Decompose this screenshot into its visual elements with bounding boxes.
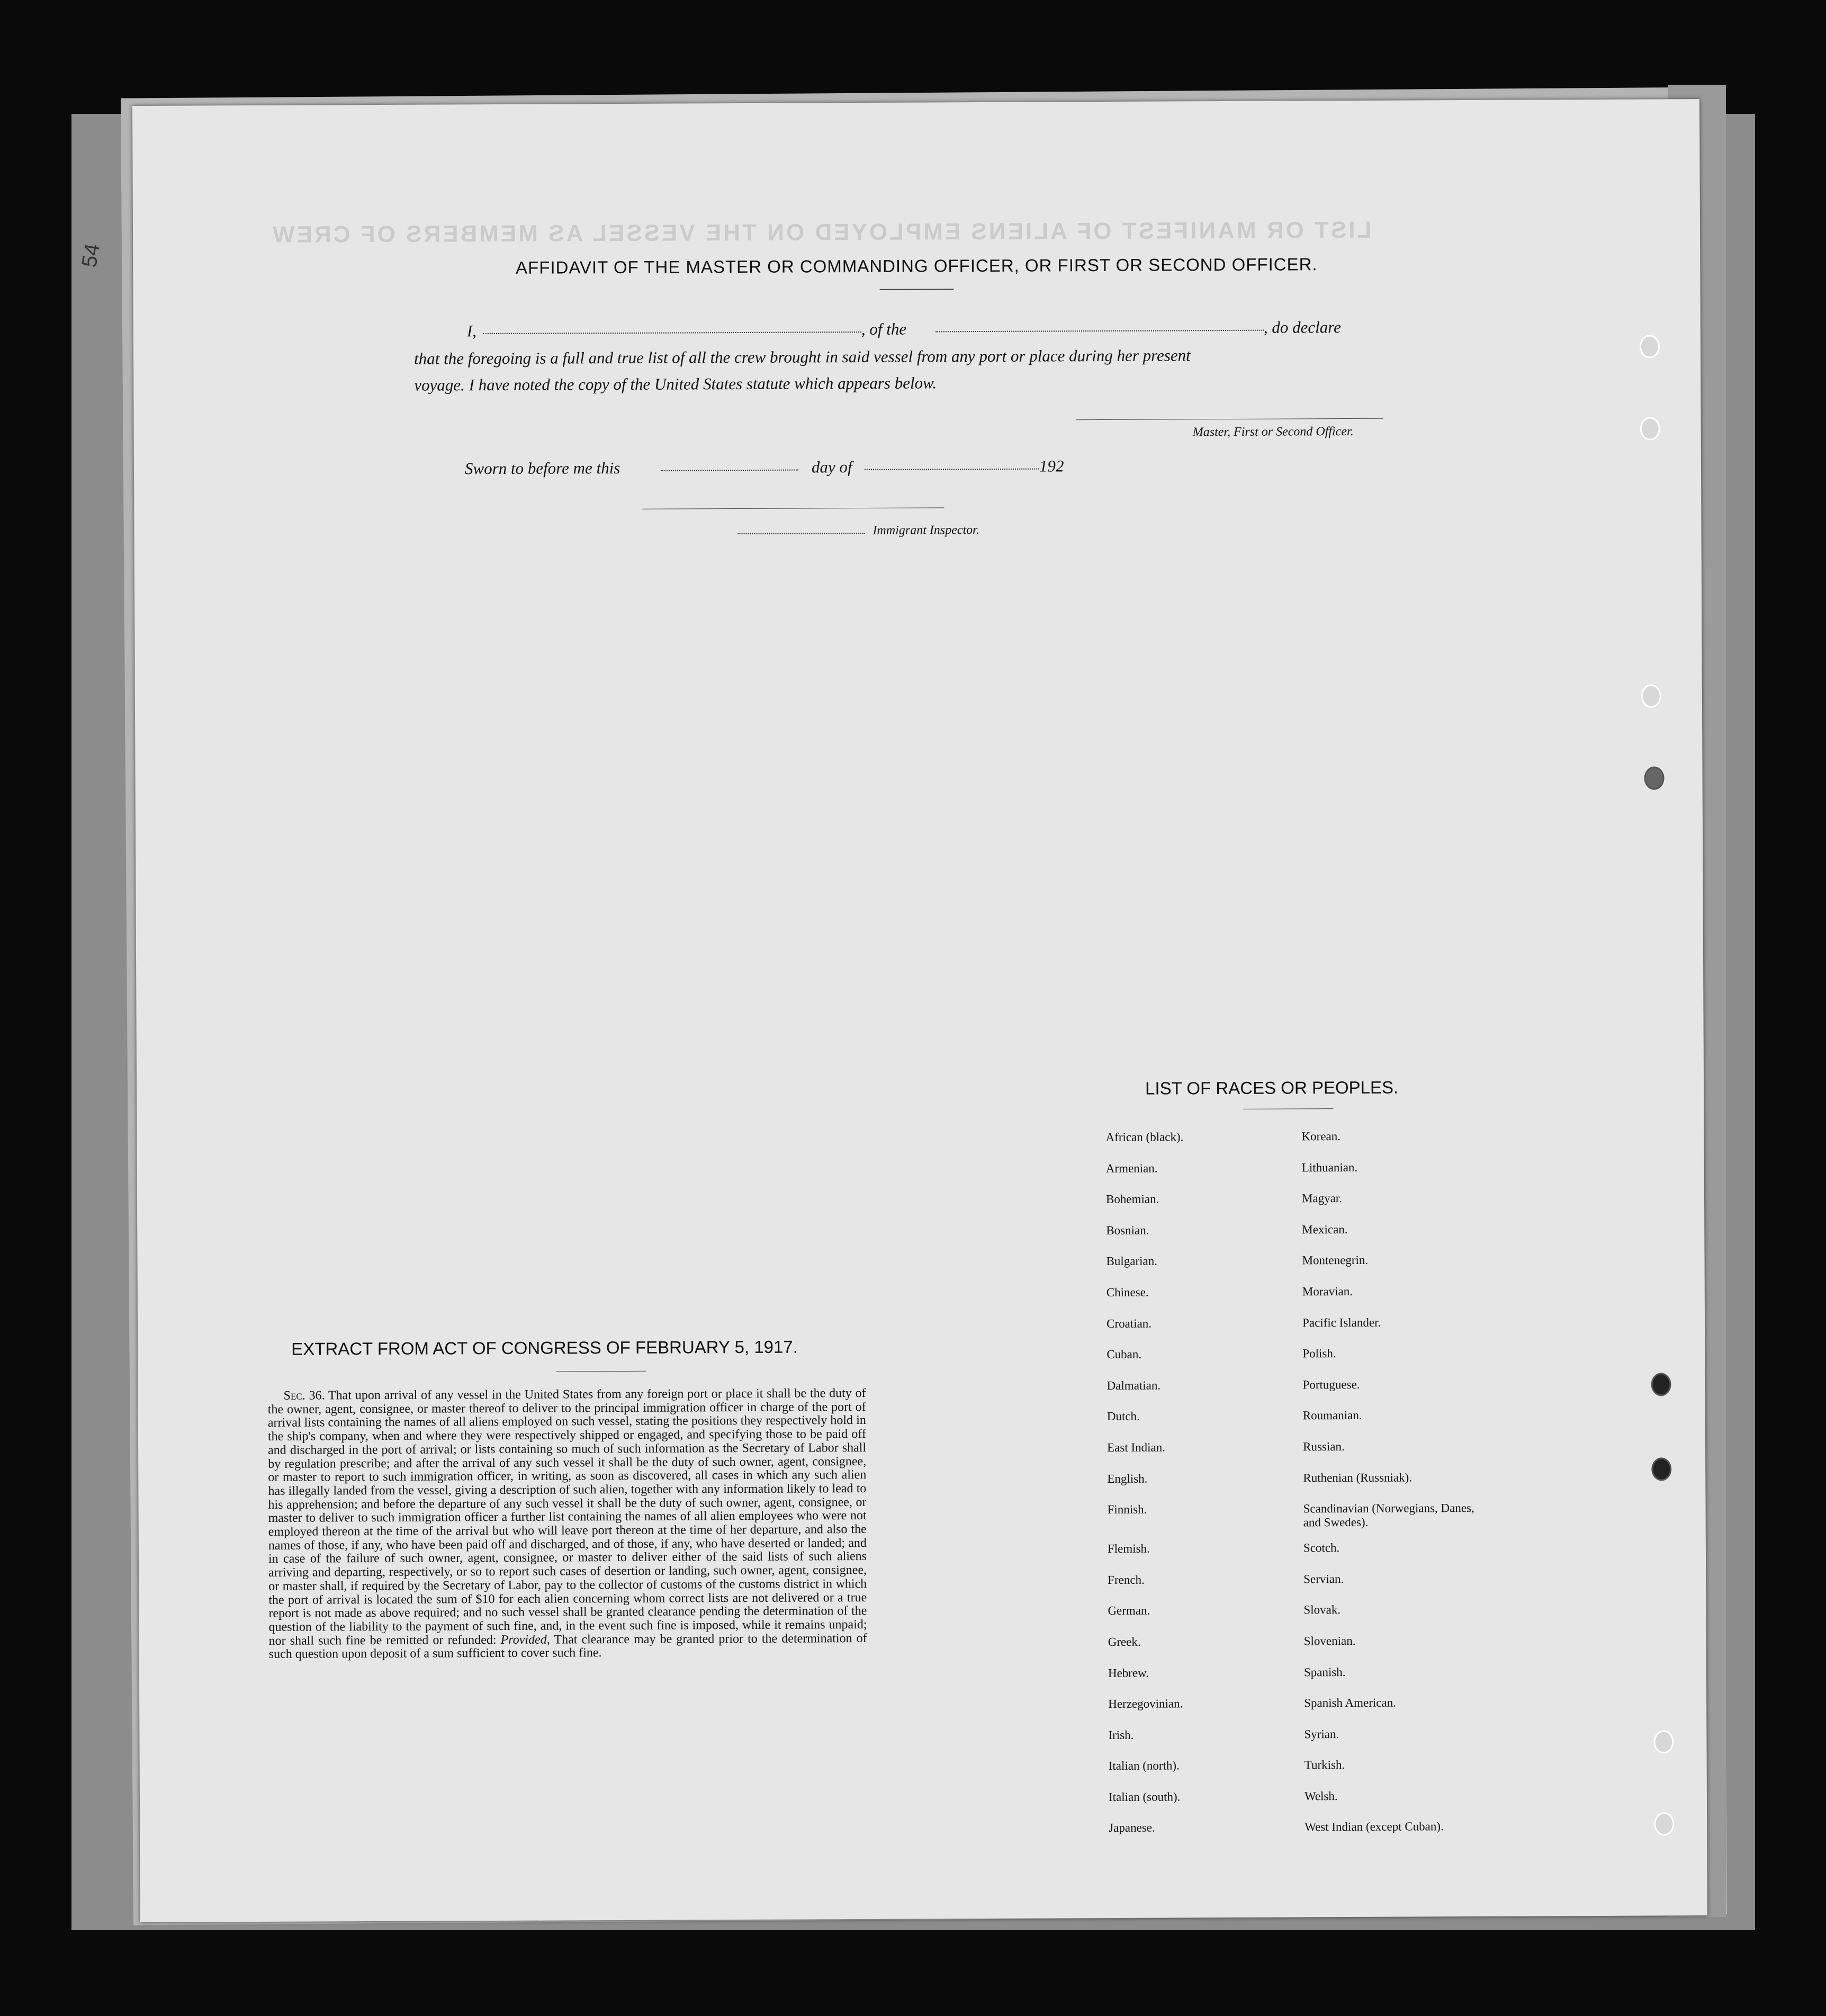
- race-item: Slovak.: [1303, 1603, 1341, 1617]
- race-item: Slovenian.: [1303, 1634, 1356, 1648]
- statute-body-end: That clearance may be granted prior to the determination of such question upon deposit of a sum sufficient to cover such fine.: [268, 1631, 867, 1662]
- punch-hole: [1640, 417, 1660, 440]
- day-of-label: day of: [811, 458, 852, 477]
- race-item: Portuguese.: [1302, 1377, 1360, 1392]
- sworn-prefix: Sworn to before me this: [464, 458, 620, 478]
- i-label: I,: [466, 321, 477, 341]
- race-item: Ruthenian (Russniak).: [1303, 1471, 1413, 1484]
- punch-hole: [1654, 1812, 1674, 1835]
- race-item: Spanish American.: [1304, 1696, 1396, 1710]
- race-item: Italian (north).: [1108, 1759, 1180, 1773]
- race-item: Roumanian.: [1302, 1409, 1362, 1422]
- race-item: Scotch.: [1303, 1541, 1340, 1555]
- statute-body: That upon arrival of any vessel in the United States from any foreign port or place it shall be the duty of the owner, agent, consignee, or master thereof to deliver to the principal immigration officer in charge of the port of arrival lists containing the names of all aliens employed on such vessel, stating the positions they respectively hold in the ship's company, when and where they were respectively shipped or engaged, and specifying those to be paid off and discharged in the port of arrival; or lists containing so much of such information as the Secretary of Labor shall by regulation prescribe; and after the arrival of any such vessel it shall be the duty of such owner, agent, consignee, or master to report to such immigration officer, in writing, as soon as discovered, all cases in which any such alien has illegally landed from the vessel, giving a description of such alien, together with any information likely to lead to his apprehension; and before the departure of any such vessel it shall be the duty of such owner, agent, consignee, or master to deliver to such immigration officer a further list containing the names of all alien employees who were not employed thereon at the time of the arrival but who will leave port thereon at the time of her departure, and also the names of those, if any, who have been paid off and discharged, and of those, if any, who have deserted or landed; and in case of the failure of such owner, agent, consignee, or master to deliver either of the said lists of such aliens arriving and departing, respectively, or so to report such cases of desertion or landing, such owner, agent, consignee, or master shall, if required by the Secretary of Labor, pay to the collector of customs of the customs district in which the port of arrival is located the sum of $10 for each alien concerning whom correct lists are not delivered or a true report is not made as above required; and no such vessel shall be granted clearance pending the determination of the question of the liability to the payment of such fine, and, in the event such fine is imposed, while it remains unpaid; nor shall such fine be remitted or refunded:: [267, 1386, 867, 1648]
- name-blank: [483, 331, 861, 334]
- race-item: Spanish.: [1303, 1665, 1346, 1679]
- affidavit-line-1: [466, 318, 1341, 341]
- affidavit-title: AFFIDAVIT OF THE MASTER OR COMMANDING OFFICER, OR FIRST OR SECOND OFFICER.: [516, 254, 1318, 277]
- race-item: Italian (south).: [1108, 1790, 1181, 1804]
- of-the-label: , of the: [861, 319, 907, 338]
- race-item: Montenegrin.: [1302, 1253, 1369, 1267]
- inspector-name-blank: [738, 533, 865, 534]
- margin-number: 54: [77, 241, 105, 270]
- punch-hole: [1641, 684, 1661, 707]
- sworn-line: [464, 456, 1064, 478]
- punch-hole: [1653, 1730, 1674, 1753]
- race-item: Finnish.: [1107, 1502, 1147, 1517]
- race-item: Syrian.: [1304, 1727, 1339, 1741]
- race-item: Chinese.: [1106, 1285, 1149, 1299]
- signature-line: [1076, 418, 1383, 420]
- race-item: Moravian.: [1302, 1284, 1353, 1298]
- race-item: African (black).: [1105, 1130, 1184, 1144]
- race-item: Herzegovinian.: [1108, 1697, 1183, 1711]
- affidavit-title-rule: [880, 289, 954, 290]
- race-item: Korean.: [1301, 1130, 1341, 1143]
- race-item: German.: [1108, 1603, 1150, 1618]
- race-item: Polish.: [1302, 1347, 1336, 1360]
- extract-title: EXTRACT FROM ACT OF CONGRESS OF FEBRUARY 5, 1917.: [291, 1337, 798, 1359]
- race-item: Flemish.: [1107, 1542, 1150, 1556]
- section-label: Sec. 36.: [283, 1388, 325, 1403]
- race-item: Irish.: [1108, 1728, 1134, 1742]
- provided-label: Provided,: [500, 1633, 550, 1647]
- race-item: Armenian.: [1105, 1161, 1158, 1175]
- bleed-through-heading: LIST OR MANIFEST OF ALIENS EMPLOYED ON THE VESSEL AS MEMBERS OF CREW: [270, 217, 1372, 248]
- races-title-rule: [1243, 1108, 1333, 1109]
- race-item: Magyar.: [1301, 1191, 1343, 1205]
- day-blank: [661, 470, 798, 471]
- race-item: English.: [1107, 1472, 1148, 1485]
- document-page: [132, 99, 1707, 1922]
- inspector-label: Immigrant Inspector.: [872, 523, 979, 537]
- race-item: Turkish.: [1304, 1758, 1345, 1772]
- race-item: Dalmatian.: [1107, 1378, 1161, 1392]
- race-item: Cuban.: [1107, 1347, 1142, 1361]
- races-left-column: [1105, 1130, 1267, 1852]
- punch-hole: [1644, 766, 1664, 790]
- punch-hole: [1651, 1457, 1671, 1481]
- race-item: Hebrew.: [1108, 1666, 1149, 1680]
- race-item: Greek.: [1108, 1635, 1141, 1648]
- races-title: LIST OF RACES OR PEOPLES.: [1145, 1077, 1399, 1098]
- race-item: Japanese.: [1109, 1821, 1155, 1835]
- race-item: East Indian.: [1107, 1440, 1165, 1454]
- do-declare-label: , do declare: [1263, 318, 1341, 337]
- punch-hole: [1651, 1373, 1671, 1396]
- affidavit-line-2: that the foregoing is a full and true list of all the crew brought in said vessel from any port or place during her present: [414, 346, 1191, 368]
- race-item: Pacific Islander.: [1302, 1315, 1381, 1329]
- race-item: Russian.: [1303, 1439, 1345, 1454]
- race-item: Bohemian.: [1105, 1192, 1159, 1206]
- punch-hole: [1640, 335, 1660, 358]
- race-item: Mexican.: [1302, 1222, 1348, 1237]
- vessel-blank: [936, 330, 1264, 333]
- race-item: Lithuanian.: [1301, 1160, 1358, 1174]
- statute-text: [268, 1387, 867, 1662]
- race-item: West Indian (except Cuban).: [1305, 1820, 1444, 1834]
- race-item: Dutch.: [1107, 1410, 1140, 1423]
- race-item: Bulgarian.: [1106, 1254, 1158, 1268]
- race-item: Scandinavian (Norwegians, Danes, and Swedes).: [1303, 1501, 1474, 1529]
- month-blank: [865, 469, 1039, 470]
- race-item: Welsh.: [1304, 1789, 1338, 1803]
- extract-title-rule: [556, 1371, 646, 1372]
- race-item: Bosnian.: [1106, 1223, 1149, 1237]
- races-right-column: [1301, 1129, 1506, 1852]
- year-label: 192: [1039, 456, 1064, 476]
- inspector-signature-line: [642, 507, 944, 509]
- affidavit-line-3: voyage. I have noted the copy of the United States statute which appears below.: [414, 373, 937, 395]
- race-item: Croatian.: [1106, 1316, 1152, 1330]
- race-item: French.: [1108, 1573, 1145, 1587]
- race-item: Servian.: [1303, 1572, 1344, 1586]
- signature-label: Master, First or Second Officer.: [1192, 424, 1354, 440]
